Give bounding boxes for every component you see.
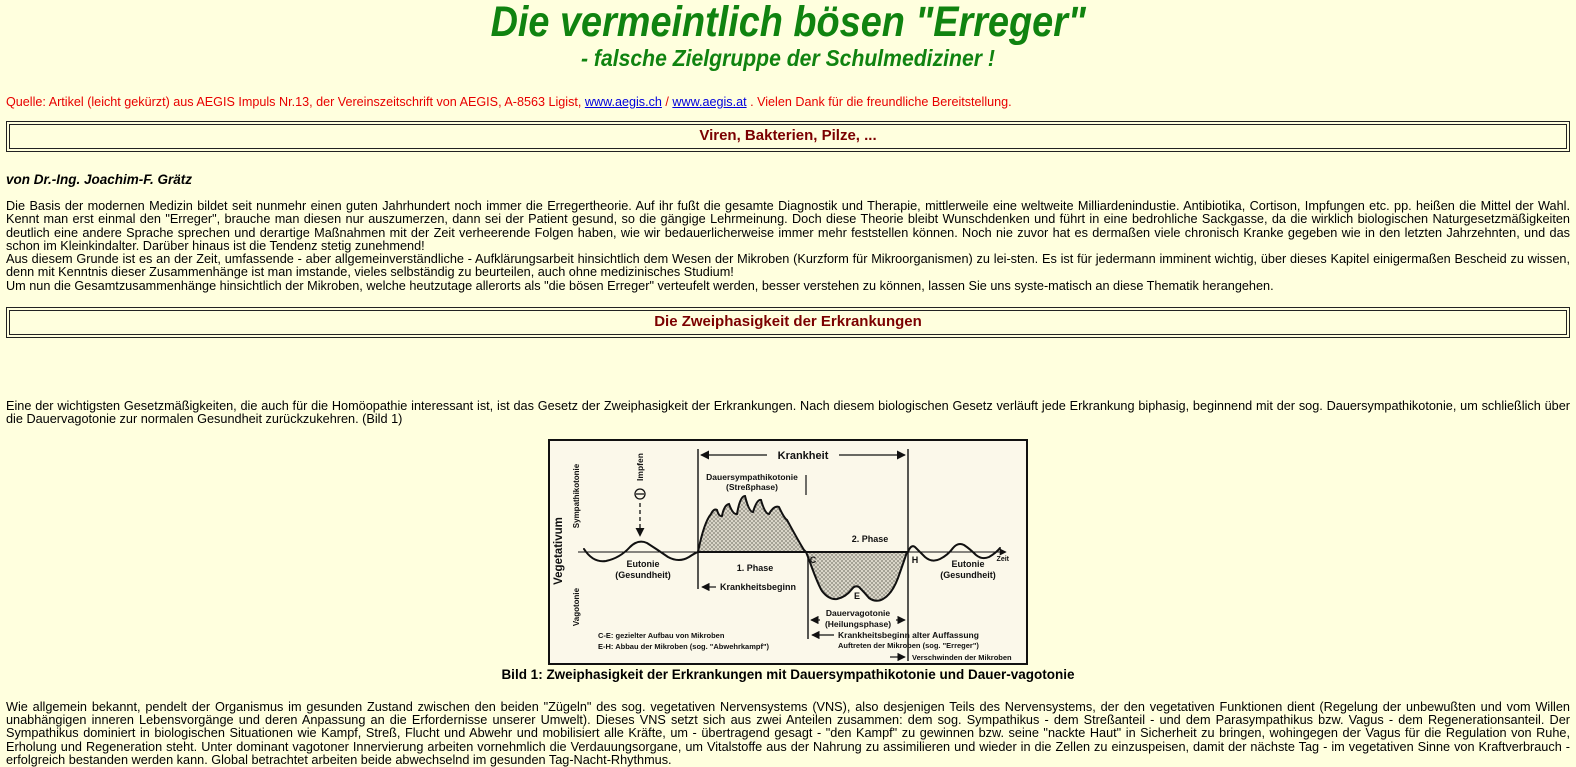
dauervagotonie-label: Dauervagotonie <box>825 607 891 618</box>
vegetativum-label: Vegetativum <box>553 516 565 585</box>
section2-heading-box <box>6 307 1570 338</box>
gesundheit-left-label: (Gesundheit) <box>615 569 671 580</box>
impfen-label: Impfen <box>635 452 645 481</box>
page-subtitle: - falsche Zielgruppe der Schulmediziner ! <box>581 45 995 71</box>
author-line: von Dr.-Ing. Joachim-F. Grätz <box>6 172 193 187</box>
phase1-label: 1. Phase <box>736 562 774 573</box>
phase2-label: 2. Phase <box>851 533 889 544</box>
dauersympathikotonie-label: Dauersympathikotonie <box>706 471 798 482</box>
vagotonie-label: Vagotonie <box>572 587 581 626</box>
paragraph-1a: Die Basis der modernen Medizin bildet seit nunmehr einen guten Jahrhundert noch immer die Erregertheorie. Auf ihr fußt die gesamte Diagnostik und Therapie, mittlerweile eine weltweite Milliardenindustie. Antibiotika, Cortison, Impfungen etc. pp. heißen die Mittel der Wahl. Kennt man erst einmal den "Erreger", brauche man diesen nur auszumerzen, dann sei der Patient gesund, so die gängige Lehrmeinung. Doch diese Theorie bleibt Wunschdenken und führt in eine bedrohliche Sackgasse, da die wirklich biologischen Naturgesetzmäßigkeiten deutlich eine andere Sprache sprechen und derartige Maßnahmen mit der Zeit verheerende Folgen haben, wie wir bedauerlicherweise immer mehr feststellen können. Noch nie zuvor hat es dermaßen viele chronisch Kranke gegeben wie in den letzten Jahrzehnten, und das schon im Kleinkindalter. Darüber hinaus ist die Tendenz stetig zunehmend! <box>6 199 1570 253</box>
krankheitsbeginn-label: Krankheitsbeginn <box>720 581 797 592</box>
source-line <box>0 95 1576 109</box>
point-c-label: C <box>809 554 817 565</box>
paragraph-1c: Um nun die Gesamtzusammenhänge hinsichtlich der Mikroben, welche heutzutage allerorts als "die bösen Erreger" verteufelt werden, besser verstehen zu können, lassen Sie uns syste-matisch an diese Thematik herangehen. <box>6 278 1274 293</box>
auftreten-label: Auftreten der Mikroben (sog. "Erreger") <box>838 640 979 650</box>
section2-heading-inner <box>9 310 1567 335</box>
zweiphasigkeit-diagram <box>548 439 1028 665</box>
figure-bild1 <box>0 439 1576 665</box>
source-suffix: . Vielen Dank für die freundliche Bereitstellung. <box>746 95 1012 109</box>
section2-heading: Die Zweiphasigkeit der Erkrankungen <box>654 313 922 331</box>
eutonie-left-label: Eutonie <box>626 558 660 569</box>
legend-eh: E-H: Abbau der Mikroben (sog. "Abwehrkampf") <box>598 641 770 651</box>
page-title: Die vermeintlich bösen "Erreger" <box>490 0 1086 46</box>
paragraph-intro: Eine der wichtigsten Gesetzmäßigkeiten, die auch für die Homöopathie interessant ist, ist das Gesetz der Zweiphasigkeit der Erkrankungen. Nach diesem biologischen Gesetz verläuft jede Erkrankung biphasig, beginnend mit der sog. Dauersympathikotonie, um schließlich über die Dauervagotonie zur normalen Gesundheit zurückzukehren. (Bild 1) <box>6 399 1570 427</box>
verschwinden-label: Verschwinden der Mikroben <box>912 652 1012 662</box>
section1-heading-inner <box>9 124 1567 149</box>
link-aegis-ch[interactable]: www.aegis.ch <box>584 95 662 109</box>
krankheit-label: Krankheit <box>777 449 829 462</box>
figure-caption: Bild 1: Zweiphasigkeit der Erkrankungen mit Dauersympathikotonie und Dauer-vagotonie <box>501 666 1075 682</box>
source-separator: / <box>661 95 673 109</box>
point-e-label: E <box>853 590 861 601</box>
link-aegis-at[interactable]: www.aegis.at <box>672 95 747 109</box>
gesundheit-right-label: (Gesundheit) <box>940 569 996 580</box>
paragraph-1b: Aus diesem Grunde ist es an der Zeit, umfassende - aber allgemeinverständliche - Aufklärungsarbeit hinsichtlich dem Wesen der Mikroben (Kurzform für Mikroorganismen) zu lei-sten. Es ist für jedermann imminent wichtig, über dieses Kapitel einigermaßen Bescheid zu wissen, denn mit Kenntnis dieser Zusammenhänge ist man imstande, vieles selbständig zu beurteilen, auch ohne medizinisches Studium! <box>6 252 1570 280</box>
point-h-label: H <box>911 554 919 565</box>
kb-alt-label: Krankheitsbeginn alter Auffassung <box>838 629 979 640</box>
source-prefix: Quelle: Artikel (leicht gekürzt) aus AEGIS Impuls Nr.13, der Vereinszeitschrift von AEGIS, A-8563 Ligist, <box>6 95 585 109</box>
section1-heading-box <box>6 121 1570 152</box>
sympathikotonie-label: Sympathikotonie <box>572 463 581 528</box>
stressphase-label: (Streßphase) <box>726 481 778 492</box>
legend-ce: C-E: gezielter Aufbau von Mikroben <box>598 630 725 640</box>
heilungsphase-label: (Heilungsphase) <box>824 618 892 629</box>
paragraph-block-1 <box>0 200 1576 293</box>
section1-heading: Viren, Bakterien, Pilze, ... <box>699 127 877 144</box>
paragraph-3: Wie allgemein bekannt, pendelt der Organismus im gesunden Zustand zwischen den beiden "Zügeln" des sog. vegetativen Nervensystems (VNS), also desjenigen Teils des Nervensystems, der den vegetativen Funktionen dient (Regelung der unbewußten und vom Willen unabhängigen inneren Lebensvorgänge und deren Anpassung an die Erfordernisse unserer Umwelt). Dieses VNS setzt sich aus zwei Anteilen zusammen: dem sog. Sympathikus - dem Streßanteil - und dem Parasympathikus bzw. Vagus - dem Regenerationsanteil. Der Sympathikus dominiert in biologischen Situationen wie Kampf, Streß, Flucht und Abwehr und mobilisiert alle Kräfte, um - übertragend gesagt - "den Kampf" zu gewinnen bzw. seine "nackte Haut" in Sicherheit zu bringen, wohingegen der Vagus für die Regulation von Ruhe, Erholung und Regeneration steht. Unter dominant vagotoner Innervierung arbeiten vornehmlich die Verdauungsorgane, um Vitalstoffe aus der Nahrung zu assimilieren und wieder in die Zellen zu einzuspeisen, damit der nächste Tag - im vegetativen Sinne von Kraftverbrauch - erfolgreich bestanden werden kann. Global betrachtet arbeiten beide abwechselnd im gesunden Tag-Nacht-Rhythmus. <box>6 699 1570 767</box>
eutonie-right-label: Eutonie <box>951 558 985 569</box>
zeit-label: Zeit <box>996 555 1009 563</box>
